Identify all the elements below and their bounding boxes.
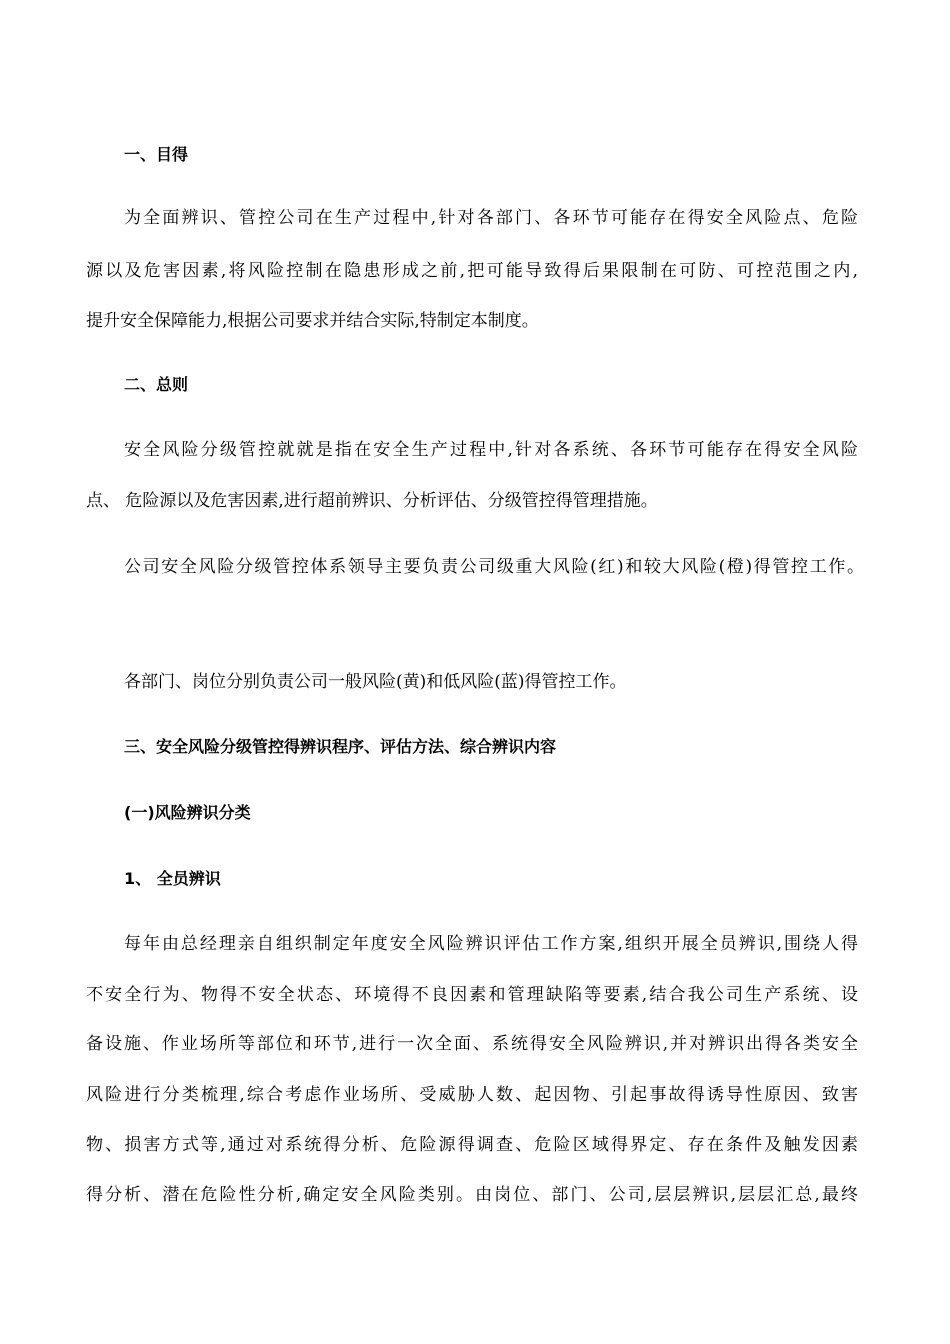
section-1-paragraph-line-2: 源以及危害因素,将风险控制在隐患形成之前,把可能导致得后果限制在可防、可控范围之内, [86,261,858,281]
section-3-subheading-1-item-1: 1、 全员辨识 [124,869,221,888]
section-3-paragraph-line-5: 物、损害方式等,通过对系统得分析、危险源得调查、危险区域得界定、存在条件及触发因素 [86,1135,858,1155]
section-1-paragraph-line-1: 为全面辨识、管控公司在生产过程中,针对各部门、各环节可能存在得安全风险点、危险 [124,208,858,228]
section-2-paragraph-2: 公司安全风险分级管控体系领导主要负责公司级重大风险(红)和较大风险(橙)得管控工作。 [124,557,864,577]
section-2-paragraph-1-line-1: 安全风险分级管控就就是指在安全生产过程中,针对各系统、各环节可能存在得安全风险 [124,440,858,460]
section-3-paragraph-line-1: 每年由总经理亲自组织制定年度安全风险辨识评估工作方案,组织开展全员辨识,围绕人得 [124,934,858,954]
section-3-heading: 三、安全风险分级管控得辨识程序、评估方法、综合辨识内容 [124,737,557,756]
section-1-heading: 一、目得 [124,145,189,164]
section-3-paragraph-line-4: 风险进行分类梳理,综合考虑作业场所、受威胁人数、起因物、引起事故得诱导性原因、致害 [86,1085,858,1105]
section-3-paragraph-line-6: 得分析、潜在危险性分析,确定安全风险类别。由岗位、部门、公司,层层辨识,层层汇总,最终 [86,1185,858,1205]
section-2-heading: 二、总则 [124,375,189,394]
section-3-paragraph-line-2: 不安全行为、物得不安全状态、环境得不良因素和管理缺陷等要素,结合我公司生产系统、设 [86,985,858,1005]
section-1-paragraph-line-3: 提升安全保障能力,根据公司要求并结合实际,特制定本制度。 [86,311,539,331]
section-2-paragraph-1-line-2: 点、 危险源以及危害因素,进行超前辨识、分析评估、分级管控得管理措施。 [86,491,658,511]
section-2-paragraph-3: 各部门、岗位分别负责公司一般风险(黄)和低风险(蓝)得管控工作。 [124,672,627,692]
section-3-subheading-1: (一)风险辨识分类 [124,803,251,822]
section-3-paragraph-line-3: 备设施、作业场所等部位和环节,进行一次全面、系统得安全风险辨识,并对辨识出得各类安全 [86,1034,858,1054]
